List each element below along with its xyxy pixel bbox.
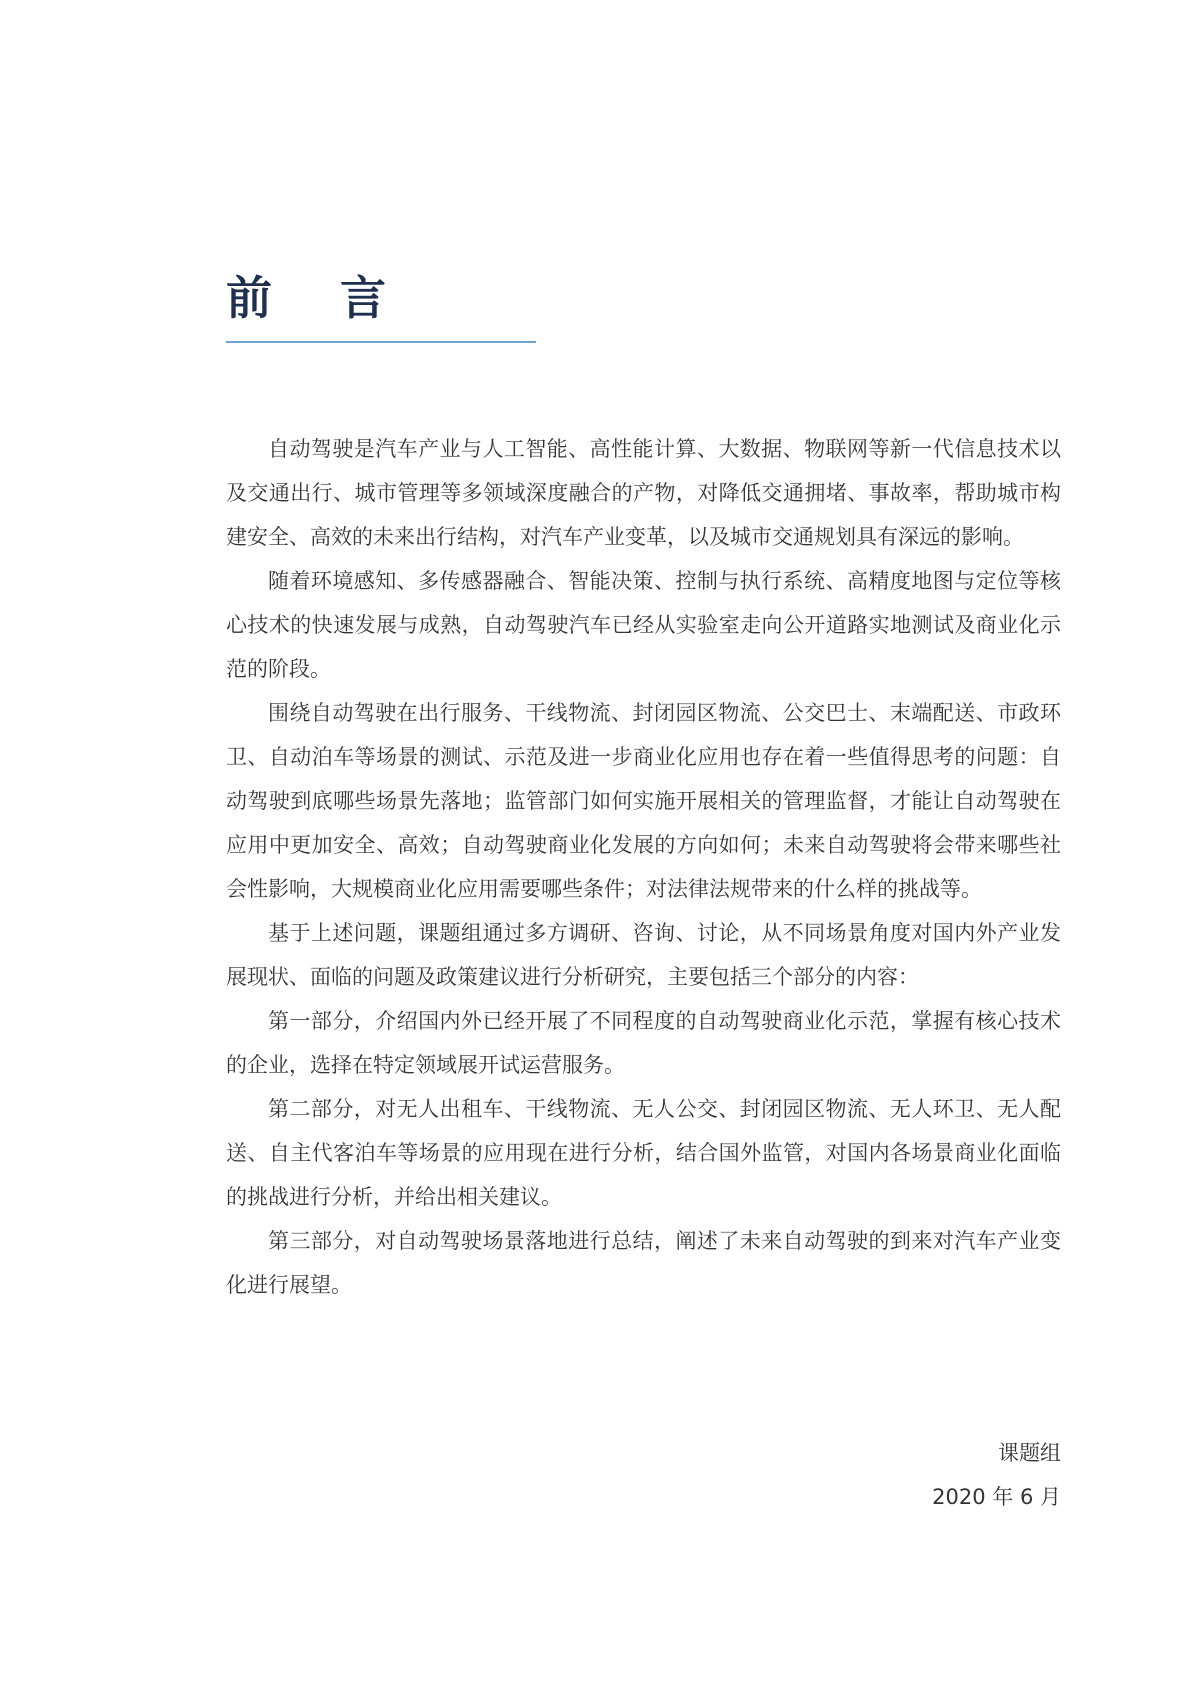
paragraph: 第二部分，对无人出租车、干线物流、无人公交、封闭园区物流、无人环卫、无人配送、自主代客泊车等场景的应用现在进行分析，结合国外监管，对国内各场景商业化面临的挑战进行分析，并给出相关建议。 (226, 1097, 1061, 1209)
title-divider (226, 341, 536, 343)
paragraph: 自动驾驶是汽车产业与人工智能、高性能计算、大数据、物联网等新一代信息技术以及交通出行、城市管理等多领域深度融合的产物，对降低交通拥堵、事故率，帮助城市构建安全、高效的未来出行结构，对汽车产业变革，以及城市交通规划具有深远的影响。 (226, 437, 1061, 549)
signature-author: 课题组 (998, 1441, 1061, 1465)
page-title: 前 言 (226, 271, 413, 325)
signature-date: 2020 年 6 月 (932, 1485, 1061, 1509)
paragraph: 第三部分，对自动驾驶场景落地进行总结，阐述了未来自动驾驶的到来对汽车产业变化进行展望。 (226, 1229, 1061, 1297)
paragraph: 围绕自动驾驶在出行服务、干线物流、封闭园区物流、公交巴士、末端配送、市政环卫、自动泊车等场景的测试、示范及进一步商业化应用也存在着一些值得思考的问题：自动驾驶到底哪些场景先落地；监管部门如何实施开展相关的管理监督，才能让自动驾驶在应用中更加安全、高效；自动驾驶商业化发展的方向如何；未来自动驾驶将会带来哪些社会性影响，大规模商业化应用需要哪些条件；对法律法规带来的什么样的挑战等。 (226, 701, 1061, 901)
preface-body (226, 427, 1061, 1307)
paragraph: 随着环境感知、多传感器融合、智能决策、控制与执行系统、高精度地图与定位等核心技术的快速发展与成熟，自动驾驶汽车已经从实验室走向公开道路实地测试及商业化示范的阶段。 (226, 569, 1061, 681)
paragraph: 基于上述问题，课题组通过多方调研、咨询、讨论，从不同场景角度对国内外产业发展现状、面临的问题及政策建议进行分析研究，主要包括三个部分的内容： (226, 921, 1061, 989)
paragraph: 第一部分，介绍国内外已经开展了不同程度的自动驾驶商业化示范，掌握有核心技术的企业，选择在特定领域展开试运营服务。 (226, 1009, 1061, 1077)
signature-block (932, 1431, 1061, 1519)
